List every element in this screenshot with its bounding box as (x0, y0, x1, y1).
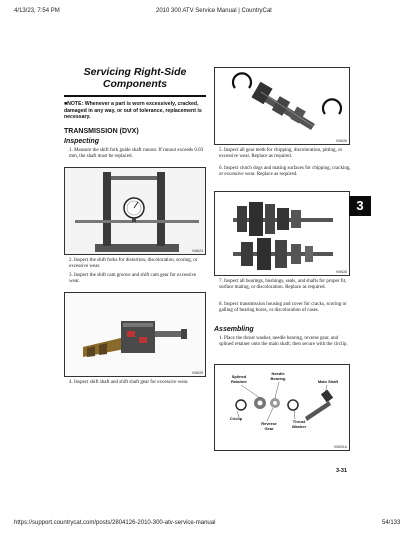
figure-dial-indicator (64, 167, 206, 255)
step-8: 8. Inspect transmission housing and cover for cracks, scoring or galling of bearing bores, or discoloration of cases. (219, 302, 347, 313)
note-text: ■NOTE: Whenever a part is worn excessively, cracked, damaged in any way, or out of tolerance, replacement is necessary. (64, 101, 202, 121)
label-thrust-washer: Thrust Washer (291, 419, 307, 429)
step-3: 3. Inspect the shift cam groove and shift cam gear for excessive wear. (69, 273, 197, 284)
figure-code: KM631A (333, 445, 347, 449)
figure-assembly (214, 364, 350, 451)
page-title (64, 66, 206, 90)
label-needle-bearing: Needle Bearing (270, 371, 286, 381)
figure-code: KM623 (192, 249, 203, 253)
figure-code: KM625 (192, 371, 203, 375)
print-datetime: 4/13/23, 7:54 PM (14, 8, 60, 14)
title-rule (64, 95, 206, 97)
subsection-inspecting: Inspecting (64, 138, 100, 145)
label-main-shaft: Main Shaft (317, 379, 339, 384)
section-heading: TRANSMISSION (DVX) (64, 128, 139, 135)
figure-shift-cam (64, 292, 206, 377)
print-page-count: 54/133 (382, 520, 401, 526)
label-reverse-gear: Reverse Gear (261, 421, 277, 431)
page-title-line2: Components (102, 78, 168, 90)
figure-shaft-circlips (214, 67, 350, 145)
figure-code: KM626 (336, 139, 347, 143)
figure-gear-cluster (214, 191, 350, 276)
figure-code: KM628 (336, 270, 347, 274)
shift-cam-photo (65, 293, 206, 377)
step-2: 2. Inspect the shift forks for distortion, discoloration, scoring, or excessive wear. (69, 258, 198, 269)
step-4: 4. Inspect shift shaft and shift shaft gear for excessive wear. (69, 380, 189, 385)
dial-indicator-photo (65, 168, 206, 255)
step-7: 7. Inspect all bearings, bushings, seals, and shafts for proper fit, surface mating, or discoloration. Replace as required. (219, 279, 347, 290)
label-splined-retainer: Splined Retainer (230, 374, 247, 384)
gear-cluster-photo (215, 192, 350, 276)
page-number: 3-31 (336, 468, 348, 474)
page-title-line1: Servicing Right-Side (83, 66, 187, 78)
step-1: 1. Measure the shift fork guide shaft runout. If runout exceeds 0.03 mm, the shaft must be replaced. (69, 148, 204, 159)
assembly-step-1: 1. Place the thrust washer, needle bearing, reverse gear, and splined retainer onto the main shaft; then secure with the circlip. (219, 336, 348, 347)
step-6: 6. Inspect clutch dogs and mating surfaces for chipping, cracking, or excessive wear. Replace as required. (219, 166, 351, 177)
print-page-title: 2010 300 ATV Service Manual | CountryCat (156, 8, 272, 14)
print-url[interactable]: https://support.countrycat.com/posts/2804126-2010-300-atv-service-manual (14, 520, 216, 526)
subsection-assembling: Assembling (214, 326, 254, 333)
shaft-circlips-photo (215, 68, 350, 145)
step-5: 5. Inspect all gear teeth for chipping, discoloration, pitting, or excessive wear. Replace as required. (219, 148, 343, 159)
section-tab: 3 (349, 196, 371, 216)
label-circlip: Circlip (229, 416, 243, 421)
